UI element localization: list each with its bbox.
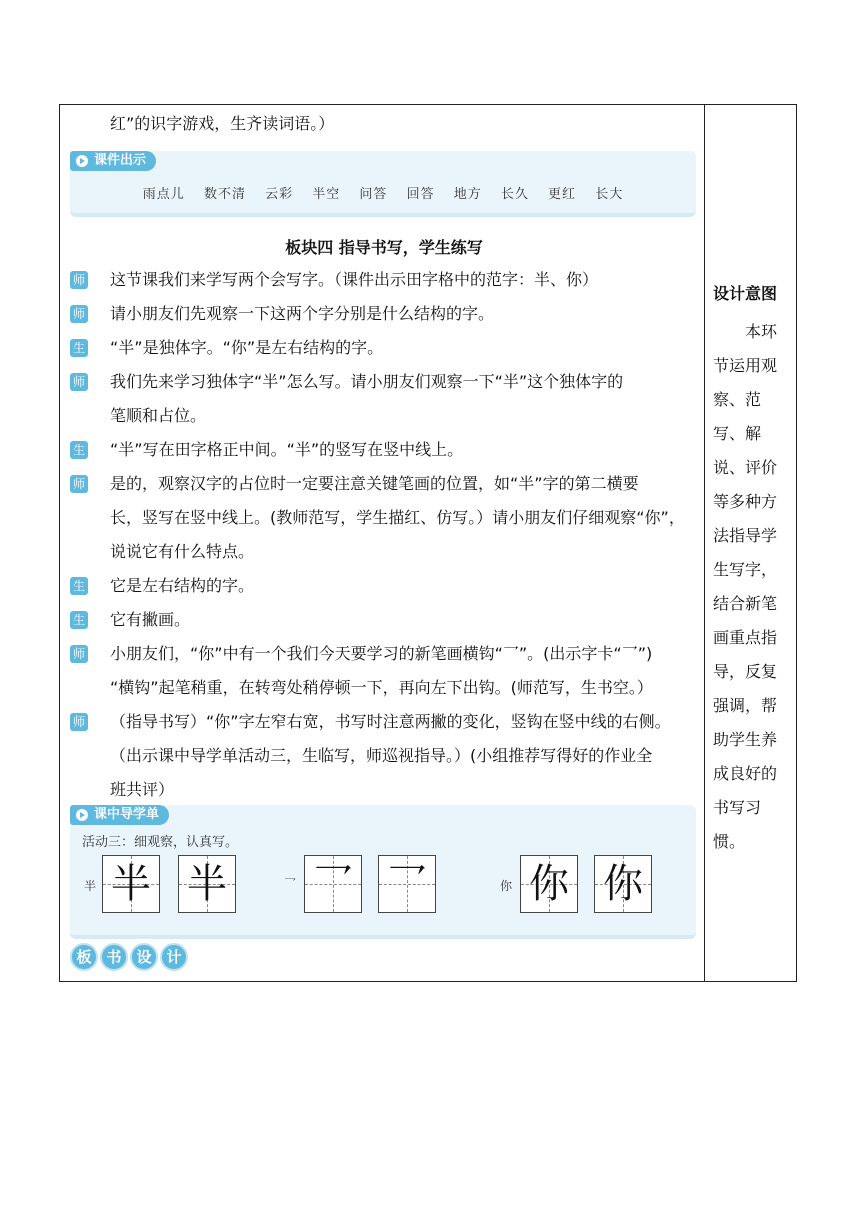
dialogue-line: 是的，观察汉字的占位时一定要注意关键笔画的位置，如“半”字的第二横要	[110, 474, 639, 493]
courseware-tag-label: 课件出示	[94, 153, 147, 168]
tianzi-grid	[304, 855, 362, 913]
dialogue-line: （出示课中导学单活动三，生临写，师巡视指导。）(小组推荐写得好的作业全	[110, 746, 653, 765]
board-char: 计	[160, 943, 188, 971]
tianzi-grid	[520, 855, 578, 913]
grid-char: 你	[603, 861, 643, 907]
teacher-badge: 师	[70, 713, 88, 731]
student-badge: 生	[70, 339, 88, 357]
grid-char: 乛	[313, 861, 353, 907]
teacher-badge: 师	[70, 475, 88, 493]
courseware-panel	[70, 151, 696, 217]
design-intent-title: 设计意图	[713, 284, 778, 303]
group-label: 你	[500, 879, 513, 893]
word: 地方	[453, 187, 482, 202]
tianzi-grid	[594, 855, 652, 913]
activity-label: 活动三：细观察，认真写。	[82, 835, 239, 850]
word: 长久	[500, 187, 529, 202]
dialogue-line: “横钩”起笔稍重，在转弯处稍停顿一下，再向左下出钩。(师范写，生书空。）	[110, 678, 653, 697]
dialogue-line: “半”是独体字。“你”是左右结构的字。	[110, 338, 384, 357]
dialogue-line: 小朋友们，“你”中有一个我们今天要学习的新笔画横钩“乛”。(出示字卡“乛”)	[110, 644, 653, 663]
grid-char: 半	[187, 861, 227, 907]
dialogue-line: “半”写在田字格正中间。“半”的竖写在竖中线上。	[110, 440, 464, 459]
side-column	[705, 105, 797, 981]
grid-char: 半	[111, 861, 151, 907]
board-char: 书	[100, 943, 128, 971]
teacher-badge: 师	[70, 645, 88, 663]
word: 云彩	[265, 187, 294, 202]
design-intent-text: 本环节运用观察、范写、解说、评价等多种方法指导学生写字，结合新笔画重点指导，反复强调，帮助学生养成良好的书写习惯。	[713, 322, 778, 851]
main-column	[70, 105, 698, 981]
student-badge: 生	[70, 611, 88, 629]
dialogue-line: 长，竖写在竖中线上。(教师范写，学生描红、仿写。）请小朋友们仔细观察“你”，	[110, 508, 685, 527]
dialogue-line: 笔顺和占位。	[110, 406, 207, 425]
word: 长大	[595, 187, 624, 202]
word: 雨点儿	[142, 187, 185, 202]
guide-tag	[70, 805, 169, 825]
group-label: 乛	[284, 877, 297, 891]
guide-panel	[70, 805, 696, 939]
tianzi-grid	[378, 855, 436, 913]
student-badge: 生	[70, 441, 88, 459]
tianzi-grid	[102, 855, 160, 913]
word: 半空	[312, 187, 341, 202]
lesson-table	[59, 104, 797, 982]
play-icon	[76, 155, 88, 167]
play-icon	[76, 809, 88, 821]
group-label: 半	[84, 879, 97, 893]
dialogue-line: 它有撇画。	[110, 610, 191, 629]
dialogue-line: （指导书写）“你”字左窄右宽，书写时注意两撇的变化，竖钩在竖中线的右侧。	[110, 712, 671, 731]
word: 问答	[359, 187, 388, 202]
student-badge: 生	[70, 577, 88, 595]
dialogue-line: 它是左右结构的字。	[110, 576, 255, 595]
continuation-line: 红”的识字游戏，生齐读词语。）	[110, 114, 335, 133]
guide-tag-label: 课中导学单	[94, 807, 160, 822]
grid-char: 你	[529, 861, 569, 907]
dialogue-line: 说说它有什么特点。	[110, 542, 255, 561]
dialogue-line: 我们先来学习独体字“半”怎么写。请小朋友们观察一下“半”这个独体字的	[110, 372, 624, 391]
teacher-badge: 师	[70, 271, 88, 289]
board-char: 设	[130, 943, 158, 971]
word: 数不清	[203, 187, 246, 202]
grid-char: 乛	[387, 861, 427, 907]
board-char: 板	[70, 943, 98, 971]
tianzi-grid	[178, 855, 236, 913]
teacher-badge: 师	[70, 373, 88, 391]
dialogue-line: 班共评）	[110, 780, 175, 799]
board-design-heading	[70, 943, 190, 975]
courseware-tag	[70, 151, 156, 171]
word: 回答	[406, 187, 435, 202]
courseware-words	[70, 183, 696, 202]
dialogue-line: 这节课我们来学写两个会写字。（课件出示田字格中的范字：半、你）	[110, 270, 599, 289]
section-title: 板块四 指导书写，学生练写	[285, 238, 483, 257]
dialogue-line: 请小朋友们先观察一下这两个字分别是什么结构的字。	[110, 304, 495, 323]
teacher-badge: 师	[70, 305, 88, 323]
word: 更红	[548, 187, 577, 202]
